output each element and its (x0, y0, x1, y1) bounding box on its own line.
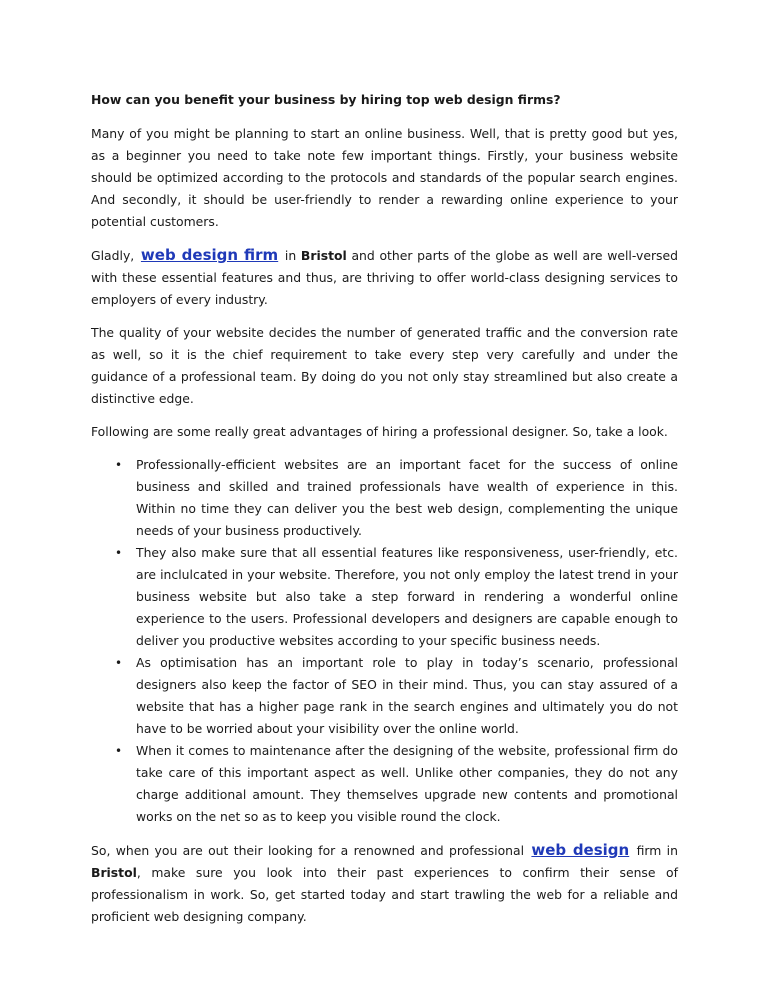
paragraph-conclusion-lead: So, when you are out their looking for a renowned and professional (91, 843, 525, 858)
list-item (91, 454, 678, 542)
web-design-link[interactable]: web design (531, 841, 630, 859)
bullet-icon: • (115, 546, 123, 560)
paragraph-gladly-in: in (284, 248, 297, 263)
list-item-text: They also make sure that all essential features like responsiveness, user-friendly, etc. are inclulcated in your website. Therefore, you not only employ the latest trend in your business website but also take a step forward in rendering a wonderful online experience to the users. Professional developers and designers are capable enough to deliver you productive websites according to your specific business needs. (136, 545, 678, 648)
list-item-text: Professionally-efficient websites are an important facet for the success of online business and skilled and trained professionals have wealth of experience in this. Within no time they can deliver you the best web design, complementing the unique needs of your business productively. (136, 457, 678, 538)
list-item-text: As optimisation has an important role to play in today’s scenario, professional designers also keep the factor of SEO in their mind. Thus, you can stay assured of a website that has a higher page rank in the search engines and ultimately you do not have to be worried about your visibility over the online world. (136, 655, 678, 736)
list-item (91, 740, 678, 828)
paragraph-gladly (91, 244, 678, 311)
paragraph-conclusion (91, 839, 678, 928)
paragraph-quality: The quality of your website decides the number of generated traffic and the conversion rate as well, so it is the chief requirement to take every step very carefully and under the guidance of a professional team. By doing do you not only stay streamlined but also create a distinctive edge. (91, 325, 678, 406)
paragraph-advantages-intro: Following are some really great advantages of hiring a professional designer. So, take a look. (91, 424, 668, 439)
list-item-text: When it comes to maintenance after the designing of the website, professional firm do take care of this important aspect as well. Unlike other companies, they do not any charge additional amount. They themselves upgrade new contents and promotional works on the net so as to keep you visible round the clock. (136, 743, 678, 824)
paragraph-intro: Many of you might be planning to start an online business. Well, that is pretty good but yes, as a beginner you need to take note few important things. Firstly, your business website should be optimized according to the protocols and standards of the popular search engines. And secondly, it should be user-friendly to render a rewarding online experience to your potential customers. (91, 126, 678, 229)
bristol-bold-1: Bristol (300, 248, 347, 263)
bullet-icon: • (115, 458, 123, 472)
paragraph-conclusion-mid: firm in (636, 843, 678, 858)
article-heading: How can you benefit your business by hiring top web design firms? (91, 92, 561, 107)
paragraph-gladly-lead: Gladly, (91, 248, 135, 263)
web-design-firm-link[interactable]: web design firm (140, 246, 279, 264)
bullet-icon: • (115, 656, 123, 670)
paragraph-gladly-rest: and other parts of the globe as well are well-versed with these essential features and thus, are thriving to offer world-class designing services to employers of every industry. (91, 248, 678, 307)
document-page (91, 90, 678, 939)
bristol-bold-2: Bristol (91, 865, 137, 880)
advantages-list (91, 454, 678, 828)
bullet-icon: • (115, 744, 123, 758)
list-item (91, 542, 678, 652)
list-item (91, 652, 678, 740)
paragraph-conclusion-rest: , make sure you look into their past experiences to confirm their sense of professionalism in work. So, get started today and start trawling the web for a reliable and proficient web designing company. (91, 865, 678, 924)
